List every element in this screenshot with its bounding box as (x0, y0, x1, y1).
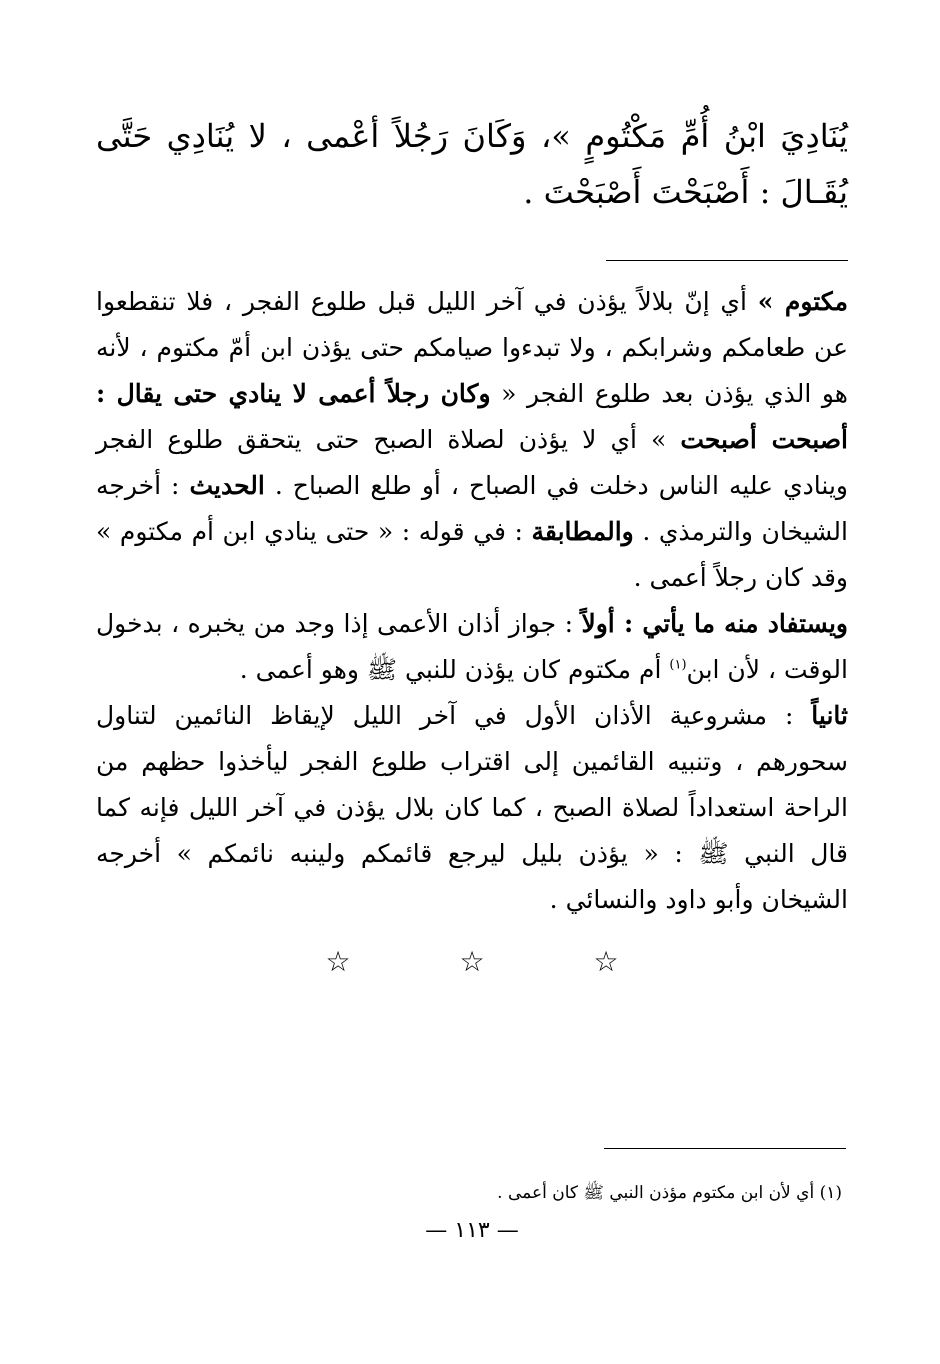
benefits-paragraph (96, 601, 848, 923)
commentary-text: : في قوله : « حتى ينادي ابن أم مكتوم » وقد كان رجلاً أعمى . (96, 517, 848, 592)
commentary-text: أي إنّ بلالاً يؤذن في آخر الليل قبل طلوع الفجر ، فلا تنقطعوا عن طعامكم وشرابكم ، ولا تبدءوا صيامكم حتى يؤذن ابن أمّ مكتوم ، لأنه هو الذي يؤذن بعد طلوع الفجر « (96, 287, 848, 408)
footnote-reference[interactable]: (١) (669, 657, 687, 673)
book-page (96, 108, 848, 1268)
footnote-divider (604, 1148, 846, 1149)
commentary-text: » أي لا يؤذن لصلاة الصبح حتى يتحقق طلوع الفجر وينادي عليه الناس دخلت في الصباح ، أو طلع الصباح . (96, 425, 848, 500)
benefit-text: أم مكتوم كان يؤذن للنبي ﷺ وهو أعمى . (239, 655, 670, 684)
second-benefit-heading: ثانياً (811, 701, 848, 730)
benefit-text: : مشروعية الأذان الأول في آخر الليل لإيقاظ النائمين لتناول سحورهم ، وتنبيه القائمين إلى اقتراب طلوع الفجر ليأخذوا حظهم من الراحة استعداداً لصلاة الصبح ، كما كان بلال يؤذن في آخر الليل فإنه كما قال النبي ﷺ : « يؤذن بليل ليرجع قائمكم ولينبه نائمكم » أخرجه الشيخان وأبو داود والنسائي . (96, 701, 848, 914)
benefit-text: : جواز أذان الأعمى إذا وجد من يخبره ، بدخول الوقت ، لأن ابن (96, 609, 848, 684)
hadith-text: يُنَادِيَ ابْنُ أُمِّ مَكْتُومٍ »، وَكَانَ رَجُلاً أعْمى ، لا يُنَادِي حَتَّى يُقَـالَ : أَصْبَحْتَ أَصْبَحْتَ . (96, 117, 849, 211)
page-number: — ١١٣ — (425, 1218, 519, 1243)
star-separator: ☆ ☆ ☆ (325, 945, 669, 978)
commentary-term: مكتوم » (757, 287, 849, 316)
commentary-paragraph (96, 279, 848, 601)
benefits-heading: ويستفاد منه ما يأتي : أولاً (581, 609, 848, 638)
correspondence-label: والمطابقة (531, 517, 634, 546)
hadith-label: الحديث (189, 471, 265, 500)
footnote: (١) أي لأن ابن مكتوم مؤذن النبي ﷺ كان أعمى . (497, 1183, 842, 1203)
section-divider (606, 260, 848, 261)
commentary-quote: وكان رجلاً أعمى لا ينادي حتى يقال : أصبحت أصبحت (96, 379, 848, 454)
commentary-text: : أخرجه الشيخان والترمذي . (96, 471, 848, 546)
